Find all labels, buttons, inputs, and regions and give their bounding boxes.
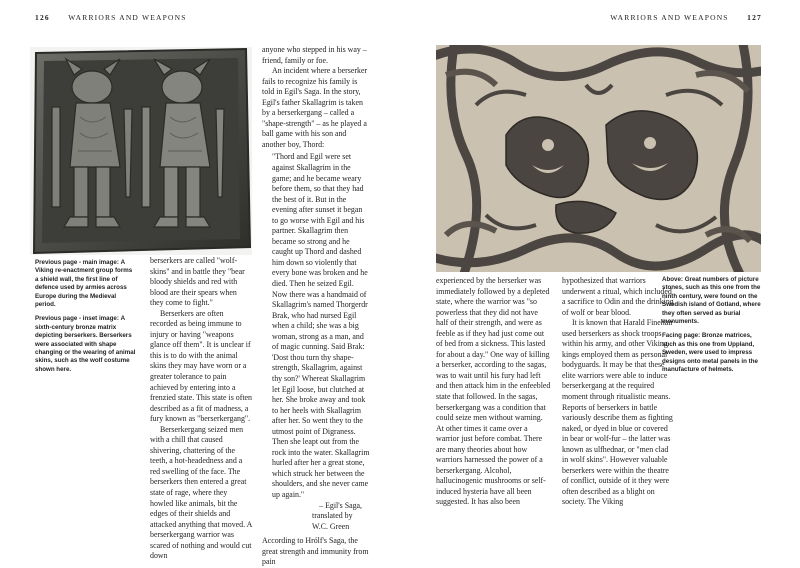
left-caption-inset-text: A sixth-century bronze matrix depicting berserkers. Berserkers were associated with shape changing or the wearing of animal skins, such as the wolf costume shown here. <box>35 315 136 373</box>
right-head-title: WARRIORS AND WEAPONS <box>610 13 729 22</box>
left-caption-inset-label: Previous page - inset image: <box>35 315 119 323</box>
right-caption-above-label: Above: <box>662 276 683 283</box>
left-caption-main-label: Previous page - main image: <box>35 259 119 266</box>
egils-saga-quote-text: "Thord and Egil were set against Skallagrim in the game; and he became weary before them, so that they had the best of it. But in the evening after sunset it began to go worse with Egil and his partner. Skallagrim then became so strong and he caught up Thord and dashed him down so violently that every bone was broken and he died. Then he seized Egil. Now there was a handmaid of Skallagrim's named Thorgerdr Brak, who had nursed Egil when a child; she was a big woman, strong as a man, and of magic cunning. Said Brak: 'Dost thou turn thy shape-strength, Skallagrim, against thy son?' Whereat Skallagrim let Egil loose, but clutched at her. She broke away and took to her heels with Skallagrim after her. So went they to the utmost point of Digraness. Then she leapt out from the rock into the water. Skallagrim hurled after her a great stone, which struck her between the shoulders, and she never came up again." <box>272 152 370 499</box>
right-page <box>400 0 800 536</box>
right-caption-facing-text: Bronze matrices, such as this one from Uppland, Sweden, were used to impress designs onto metal panels in the manufacture of helmets. <box>662 332 758 374</box>
left-caption-main-text: A Viking re-enactment group forms a shield wall, the first line of defence used by armies across Europe during the Medieval period. <box>35 259 133 309</box>
right-page-number: 127 <box>747 13 762 22</box>
right-body-column-2 <box>562 276 674 508</box>
right-col2-first: hypothesized that warriors underwent a ritual, which included a sacrifice to Odin and the drinking of wolf or bear blood. <box>562 276 674 317</box>
right-col2-second: It is known that Harald Finehair used berserkers as shock troops within his army, and other Viking kings employed them as personal bodyguards. It may be that these elite warriors were able to induce berserkergang at the required moment through ritualistic means. Reports of berserkers in battle variously describe them as fighting naked, or dyed in blue or covered in bear or wolf-fur – the latter was known as ulfhednar, or "men clad in wolf skins". However valuable berserkers were within the theatre of conflict, outside of it they were often described as a blight on society. The Viking <box>562 318 674 507</box>
left-running-head <box>35 13 187 22</box>
left-col3-tail: According to Hrólf's Saga, the great strength and immunity from pain <box>262 536 369 567</box>
left-page-number: 126 <box>35 13 50 22</box>
right-caption-above <box>662 276 766 326</box>
right-body-column-1 <box>436 276 552 508</box>
right-caption-above-text: Great numbers of picture stones, such as this one from the ninth century, were found on the Swedish island of Gotland, where they often served as burial monuments. <box>662 276 761 326</box>
picture-stone-svg <box>436 45 761 272</box>
left-col3-para: An incident where a berserker fails to recognize his family is told in Egil's Saga. In the story, Egil's father Skallagrim is taken by a berserkergang – called a "shape-strength" – as he played a ball game with his son and another boy, Thord: <box>262 66 368 149</box>
quote-attribution-1: – Egil's Saga, <box>319 500 362 510</box>
left-col3-intro: anyone who stepped in his way – friend, family or foe. <box>262 45 367 65</box>
quote-attribution-2: translated by W.C. Green <box>312 511 353 531</box>
left-body-para-1: berserkers are called "wolf-skins" and in battle they "bear bloody shields and red with blood are their spears when they come to fight." <box>150 256 245 308</box>
bronze-matrix-svg <box>30 47 252 255</box>
left-captions <box>35 259 137 380</box>
egils-saga-quote <box>272 152 370 532</box>
left-caption-inset <box>35 315 137 374</box>
left-page <box>0 0 400 567</box>
left-body-para-2: Berserkers are often recorded as being immune to injury or having "weapons glance off them". It is unclear if this is to do with the animal skins they may have worn or a greater tolerance to pain achieved by entering into a frenzied state. This state is often described as a fit of madness, a fury known as "berserkergang". <box>150 308 252 424</box>
bronze-matrix-image <box>30 47 252 255</box>
right-col1-text: experienced by the berserker was immediately followed by a depleted state, where the warrior was "so powerless that they did not have half of their strength, and were as feeble as if they had just come out of bed from a sickness. This lasted for about a day." One way of killing a berserker, according to the sagas, was to wait until his fury had left and then attack him in the enfeebled state that followed. In the sagas, berserkergang was a condition that could seize men without warning. At other times it came over a warrior just before combat. There are many theories about how warriors harnessed the power of a berserkergang. Alcohol, hallucinogenic mushrooms or self-induced hysteria have all been suggested. It has also been <box>436 276 551 507</box>
right-caption-facing <box>662 332 766 374</box>
left-body-column-2 <box>262 45 370 568</box>
left-caption-main <box>35 259 137 309</box>
left-body-para-3: Berserkergang seized men with a chill that caused shivering, chattering of the teeth, a hot-headedness and a red swelling of the face. The berserkers then entered a great state of rage, where they howled like animals, bit the edges of their shields and attacked anything that moved. A berserkergang warrior was scared of nothing and would cut down <box>150 424 252 561</box>
left-head-title: WARRIORS AND WEAPONS <box>68 13 187 22</box>
picture-stone-image <box>436 45 761 272</box>
right-running-head <box>610 13 762 22</box>
right-caption-facing-label: Facing page: <box>662 332 701 340</box>
right-captions <box>662 276 766 380</box>
left-body-column-1 <box>150 256 252 562</box>
